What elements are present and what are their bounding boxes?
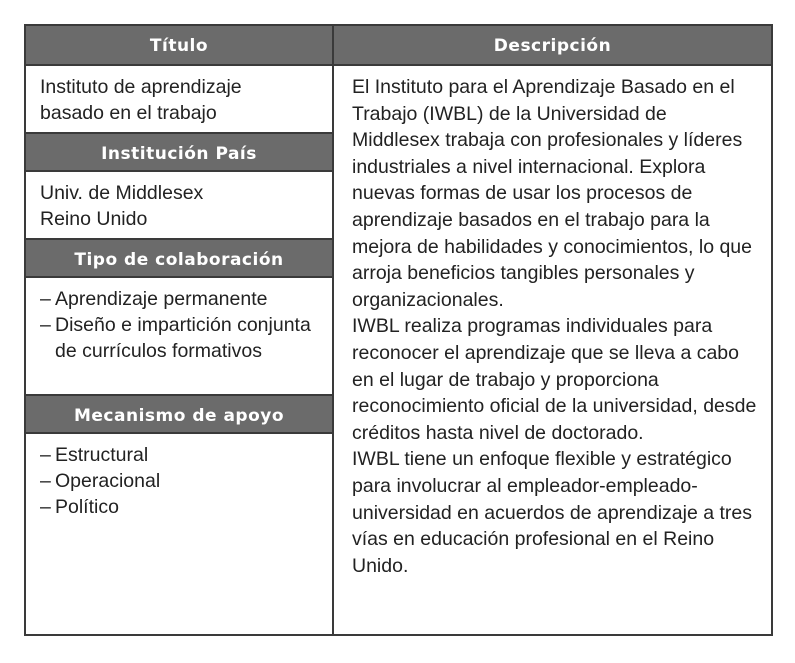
list-item: – Aprendizaje permanente <box>40 286 326 312</box>
left-column <box>26 26 334 634</box>
list-item: – Estructural <box>40 442 318 468</box>
institucion-cell <box>26 172 332 238</box>
descripcion-cell <box>334 66 771 579</box>
titulo-line-2: basado en el trabajo <box>40 102 217 124</box>
header-institucion: Institución País <box>26 132 332 172</box>
tipo-list <box>40 286 326 364</box>
titulo-cell <box>26 66 332 132</box>
mecanismo-list <box>40 442 318 520</box>
info-table <box>24 24 773 636</box>
tipo-cell <box>26 278 332 394</box>
descripcion-paragraph-1: El Instituto para el Aprendizaje Basado en el Trabajo (IWBL) de la Universidad de Middlesex trabaja con profesionales y líderes industriales a nivel internacional. Explora nuevas formas de usar los procesos de aprendizaje basados en el trabajo para la mejora de habilidades y conocimientos, lo que arroja beneficios tangibles personales y organizacionales. <box>352 76 752 311</box>
descripcion-paragraph-2: IWBL realiza programas individuales para reconocer el aprendizaje que se lleva a cabo en el lugar de trabajo y proporciona reconocimiento oficial de la universidad, desde créditos hasta nivel de doctorado. <box>352 315 757 444</box>
list-item: – Político <box>40 494 318 520</box>
right-column <box>334 26 771 634</box>
institucion-line-2: Reino Unido <box>40 208 148 230</box>
list-item: – Operacional <box>40 468 318 494</box>
header-titulo: Título <box>26 26 332 66</box>
institucion-line-1: Univ. de Middlesex <box>40 182 204 204</box>
header-mecanismo: Mecanismo de apoyo <box>26 394 332 434</box>
descripcion-paragraph-3: IWBL tiene un enfoque flexible y estratégico para involucrar al empleador-empleado-universidad en acuerdos de aprendizaje a tres vías en educación profesional en el Reino Unido. <box>352 448 753 577</box>
mecanismo-cell <box>26 434 332 634</box>
titulo-line-1: Instituto de aprendizaje <box>40 76 242 98</box>
header-descripcion: Descripción <box>334 26 771 66</box>
header-tipo: Tipo de colaboración <box>26 238 332 278</box>
list-item: – Diseño e impartición conjunta de currículos formativos <box>40 312 326 364</box>
